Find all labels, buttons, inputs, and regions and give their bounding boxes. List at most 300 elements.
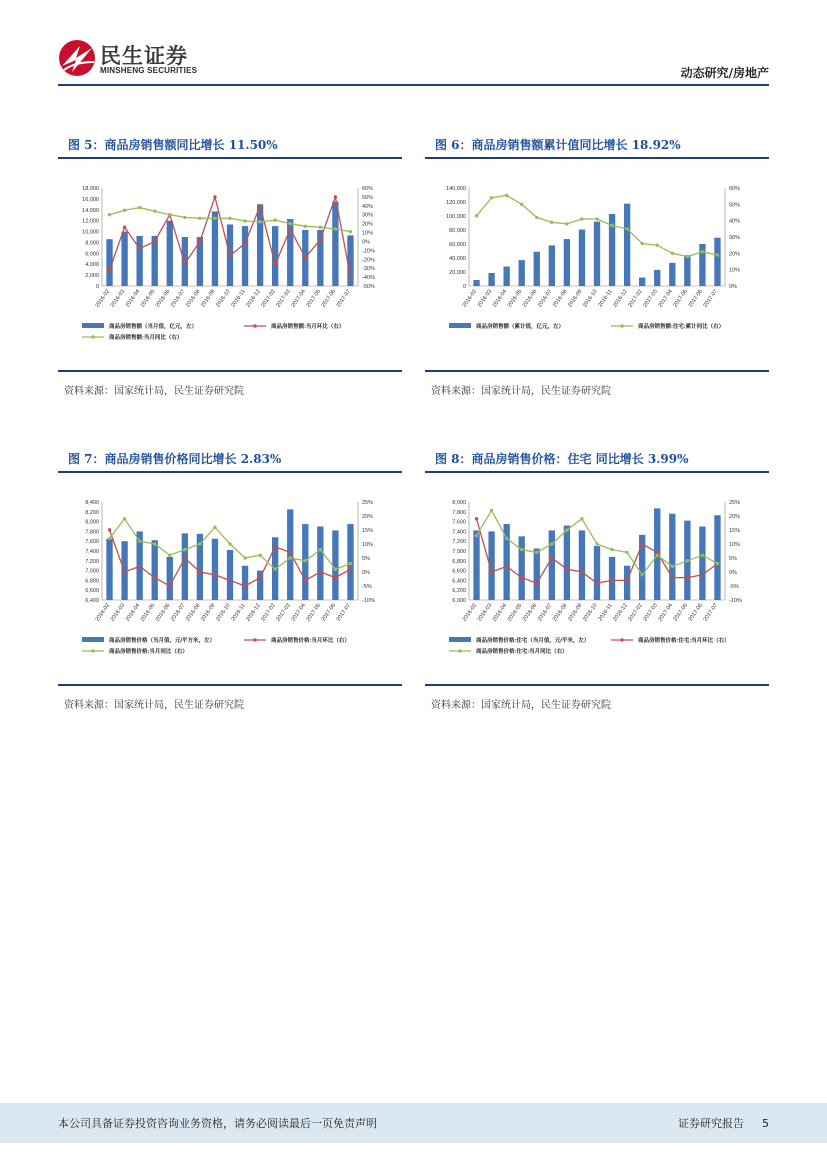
yoy-point — [138, 540, 141, 543]
left-tick-label: 100,000 — [446, 214, 466, 220]
x-tick-label: 2016-03 — [476, 288, 494, 309]
mom-point — [319, 238, 322, 241]
bar — [714, 238, 720, 286]
right-tick-label: 15% — [729, 528, 741, 534]
left-tick-label: 120,000 — [446, 200, 466, 206]
x-tick-label: 2016-12 — [612, 602, 629, 623]
yoy-point — [490, 509, 493, 512]
right-tick-label: 15% — [362, 528, 374, 534]
bar — [519, 260, 525, 286]
left-tick-label: 7,800 — [85, 529, 99, 536]
page-footer — [0, 1103, 827, 1143]
yoy-point — [686, 255, 689, 258]
mom-point — [243, 242, 246, 245]
left-tick-label: 7,000 — [452, 549, 466, 555]
left-tick-label: 80,000 — [449, 228, 466, 234]
figure-title: 图 8：商品房销售价格：住宅 同比增长 3.99% — [435, 452, 689, 466]
yoy-point — [228, 217, 231, 220]
left-tick-label: 18,000 — [82, 186, 99, 192]
bar — [534, 549, 540, 600]
bar — [654, 270, 660, 286]
yoy-point — [258, 220, 261, 223]
legend-swatch-bar — [82, 323, 104, 328]
left-tick-label: 40,000 — [449, 256, 466, 262]
x-tick-label: 2017-07 — [335, 288, 353, 309]
yoy-point — [304, 225, 307, 228]
mom-point — [228, 579, 231, 582]
left-tick-label: 8,000 — [85, 240, 99, 247]
yoy-point — [289, 222, 292, 225]
figure-title-rule — [58, 157, 402, 159]
bar — [624, 566, 630, 600]
right-tick-label: 20% — [362, 514, 374, 520]
right-tick-label: 20% — [729, 514, 741, 520]
legend-swatch-bar — [82, 637, 104, 642]
x-tick-label: 2017-04 — [290, 288, 307, 309]
mom-point — [580, 570, 583, 573]
legend-swatch-point — [253, 324, 256, 327]
figure-8-chart — [425, 488, 769, 698]
legend-label: 商品房销售价格:住宅（当月值，元/平米，左） — [476, 638, 590, 644]
mom-point — [349, 568, 352, 571]
x-tick-label: 2017-02 — [627, 288, 644, 309]
mom-point — [610, 579, 613, 582]
yoy-point — [153, 209, 156, 212]
yoy-point — [671, 565, 674, 568]
bar — [332, 202, 338, 286]
left-tick-label: 7,600 — [85, 539, 99, 546]
yoy-point — [701, 554, 704, 557]
right-tick-label: 0% — [362, 239, 370, 246]
yoy-point — [168, 213, 171, 216]
section-label: 动态研究/房地产 — [680, 66, 769, 80]
legend-swatch-point — [91, 335, 94, 338]
left-tick-label: 8,400 — [85, 500, 99, 506]
bar — [136, 236, 142, 286]
bar — [609, 557, 615, 600]
footer-right — [660, 1115, 769, 1131]
x-tick-label: 2017-04 — [657, 602, 674, 623]
bar — [473, 280, 479, 286]
bar — [212, 539, 218, 600]
x-tick-label: 2016-02 — [461, 288, 479, 309]
mom-point — [168, 584, 171, 587]
right-tick-label: -30% — [362, 266, 375, 273]
mom-point — [535, 582, 538, 585]
yoy-point — [213, 217, 216, 220]
bar — [317, 527, 323, 601]
x-tick-label: 2016-08 — [185, 288, 202, 309]
figure-bottom-rule — [425, 370, 769, 372]
x-tick-label: 2017-06 — [320, 602, 338, 623]
mom-point — [243, 584, 246, 587]
yoy-point — [138, 206, 141, 209]
mom-point — [258, 204, 261, 207]
legend-swatch-bar — [449, 637, 471, 642]
mom-point — [550, 556, 553, 559]
right-tick-label: 50% — [729, 202, 741, 209]
x-tick-label: 2017-03 — [275, 602, 292, 623]
mom-point — [304, 256, 307, 259]
x-tick-label: 2017-05 — [672, 602, 689, 623]
yoy-point — [505, 194, 508, 197]
bar — [167, 221, 173, 286]
mom-point — [273, 545, 276, 548]
mom-point — [183, 556, 186, 559]
yoy-point — [319, 226, 322, 229]
x-tick-label: 2016-03 — [109, 602, 127, 623]
bar — [152, 540, 158, 600]
figure-bottom-rule — [425, 684, 769, 686]
yoy-point — [243, 219, 246, 222]
mom-point — [490, 570, 493, 573]
x-tick-label: 2017-05 — [305, 288, 322, 309]
left-tick-label: 7,200 — [85, 558, 99, 565]
mom-point — [123, 570, 126, 573]
mom-point — [228, 254, 231, 257]
x-tick-label: 2017-07 — [335, 602, 353, 623]
yoy-point — [640, 573, 643, 576]
x-tick-label: 2016-04 — [491, 602, 509, 623]
yoy-point — [319, 548, 322, 551]
legend-label: 商品房销售价格:住宅:当月环比（右） — [638, 638, 730, 644]
left-tick-label: 8,000 — [452, 500, 466, 506]
x-tick-label: 2016-10 — [582, 602, 599, 623]
mom-point — [108, 268, 111, 271]
bar — [242, 566, 248, 600]
right-tick-label: 10% — [362, 542, 374, 548]
yoy-point — [505, 537, 508, 540]
mom-point — [505, 565, 508, 568]
left-tick-label: 6,000 — [85, 251, 99, 258]
legend-label: 商品房销售额:当月同比（右） — [109, 335, 183, 341]
bar — [488, 273, 494, 286]
figure-source: 资料来源：国家统计局，民生证券研究院 — [64, 386, 244, 397]
yoy-point — [289, 556, 292, 559]
x-tick-label: 2016-07 — [536, 602, 554, 623]
right-tick-label: 30% — [729, 235, 741, 241]
x-tick-label: 2016-12 — [612, 288, 629, 309]
mom-point — [701, 573, 704, 576]
figure-title: 图 5：商品房销售额同比增长 11.50% — [68, 138, 278, 152]
x-tick-label: 2016-03 — [109, 288, 127, 309]
left-tick-label: 6,600 — [452, 568, 466, 575]
right-tick-label: 40% — [362, 203, 374, 210]
bar — [579, 230, 585, 286]
right-tick-label: -20% — [362, 257, 375, 264]
mom-point — [198, 570, 201, 573]
left-tick-label: 8,000 — [85, 519, 99, 526]
mom-point — [123, 226, 126, 229]
yoy-point — [550, 542, 553, 545]
x-tick-label: 2017-03 — [642, 602, 659, 623]
mom-point — [640, 542, 643, 545]
right-tick-label: 0% — [362, 570, 370, 576]
legend-swatch-point — [620, 324, 623, 327]
bar — [594, 546, 600, 600]
right-tick-label: 20% — [362, 221, 374, 228]
x-tick-label: 2016-11 — [597, 602, 614, 623]
yoy-point — [228, 542, 231, 545]
mom-point — [183, 262, 186, 265]
x-tick-label: 2016-02 — [461, 602, 479, 623]
x-tick-label: 2017-02 — [260, 602, 277, 623]
yoy-point — [273, 568, 276, 571]
right-tick-label: 60% — [729, 186, 741, 192]
yoy-point — [686, 559, 689, 562]
yoy-point — [580, 217, 583, 220]
yoy-point — [243, 556, 246, 559]
x-tick-label: 2017-04 — [657, 288, 674, 309]
yoy-point — [273, 218, 276, 221]
x-tick-label: 2017-03 — [642, 288, 659, 309]
left-tick-label: 6,400 — [85, 598, 99, 604]
left-tick-label: 2,000 — [85, 273, 99, 280]
bar — [121, 232, 127, 286]
left-tick-label: 6,600 — [85, 588, 99, 595]
right-tick-label: 0% — [729, 284, 737, 290]
yoy-point — [595, 217, 598, 220]
yoy-point — [595, 542, 598, 545]
x-tick-label: 2016-09 — [567, 602, 584, 623]
left-tick-label: 6,800 — [452, 558, 466, 565]
left-tick-label: 140,000 — [446, 186, 466, 192]
yoy-point — [550, 221, 553, 224]
bar — [519, 536, 525, 600]
mom-point — [138, 565, 141, 568]
page-number: 5 — [762, 1117, 769, 1130]
x-tick-label: 2016-02 — [94, 602, 112, 623]
figure-title-rule — [425, 157, 769, 159]
x-tick-label: 2016-11 — [230, 288, 247, 309]
x-tick-label: 2016-05 — [506, 602, 524, 623]
x-tick-label: 2016-04 — [124, 288, 142, 309]
left-tick-label: 6,800 — [85, 578, 99, 585]
right-tick-label: 25% — [362, 500, 374, 506]
right-tick-label: 20% — [729, 251, 741, 258]
x-tick-label: 2017-06 — [320, 288, 338, 309]
yoy-point — [656, 243, 659, 246]
legend-swatch-point — [91, 649, 94, 652]
mom-point — [289, 227, 292, 230]
yoy-point — [183, 548, 186, 551]
x-tick-label: 2017-05 — [305, 602, 322, 623]
yoy-point — [334, 227, 337, 230]
figure-source: 资料来源：国家统计局，民生证券研究院 — [64, 700, 244, 711]
x-tick-label: 2016-06 — [154, 602, 172, 623]
figure-bottom-rule — [58, 370, 402, 372]
yoy-point — [108, 537, 111, 540]
logo-icon — [58, 38, 98, 78]
right-tick-label: 60% — [362, 186, 374, 192]
bar — [287, 509, 293, 600]
x-tick-label: 2016-09 — [200, 602, 217, 623]
left-tick-label: 7,600 — [452, 519, 466, 526]
bar — [212, 211, 218, 286]
mom-point — [595, 582, 598, 585]
bar — [699, 527, 705, 601]
mom-point — [334, 195, 337, 198]
x-tick-label: 2016-07 — [536, 288, 554, 309]
mom-point — [520, 576, 523, 579]
mom-point — [153, 240, 156, 243]
bar — [669, 263, 675, 286]
right-tick-label: -40% — [362, 275, 375, 282]
bar — [564, 526, 570, 600]
yoy-point — [671, 252, 674, 255]
figure-source: 资料来源：国家统计局，民生证券研究院 — [431, 386, 611, 397]
legend-label: 商品房销售额:当月环比（右） — [271, 324, 345, 330]
x-tick-label: 2017-05 — [672, 288, 689, 309]
right-tick-label: 10% — [729, 267, 741, 274]
legend-swatch-bar — [449, 323, 471, 328]
x-tick-label: 2017-06 — [687, 602, 705, 623]
bar — [182, 533, 188, 600]
yoy-point — [625, 227, 628, 230]
yoy-point — [520, 548, 523, 551]
yoy-point — [535, 216, 538, 219]
mom-point — [153, 576, 156, 579]
yoy-point — [610, 224, 613, 227]
left-tick-label: 8,200 — [85, 509, 99, 516]
mom-point — [108, 528, 111, 531]
mom-point — [686, 576, 689, 579]
x-tick-label: 2016-11 — [230, 602, 247, 623]
figure-7-chart — [58, 488, 402, 698]
header-divider — [58, 84, 769, 86]
right-tick-label: 5% — [729, 556, 737, 562]
legend-label: 商品房销售价格（当月值，元/平方米，左） — [109, 638, 216, 644]
mom-point — [258, 576, 261, 579]
bar — [503, 267, 509, 286]
right-tick-label: 10% — [362, 230, 374, 237]
left-tick-label: 60,000 — [449, 242, 466, 248]
figure-source: 资料来源：国家统计局，民生证券研究院 — [431, 700, 611, 711]
yoy-point — [349, 230, 352, 233]
x-tick-label: 2016-06 — [521, 602, 539, 623]
x-tick-label: 2016-09 — [567, 288, 584, 309]
legend-swatch-point — [620, 638, 623, 641]
x-tick-label: 2016-08 — [185, 602, 202, 623]
yoy-point — [183, 216, 186, 219]
bar — [714, 515, 720, 600]
mom-point — [334, 576, 337, 579]
legend-label: 商品房销售价格:住宅:当月同比（右） — [476, 649, 568, 655]
yoy-point — [475, 534, 478, 537]
yoy-point — [258, 554, 261, 557]
legend-label: 商品房销售额:住宅:累计同比（右） — [638, 324, 725, 330]
yoy-point — [716, 253, 719, 256]
yoy-point — [520, 203, 523, 206]
bar — [549, 245, 555, 286]
x-tick-label: 2017-07 — [702, 288, 720, 309]
left-tick-label: 7,200 — [452, 539, 466, 546]
x-tick-label: 2016-09 — [200, 288, 217, 309]
left-tick-label: 6,000 — [452, 598, 466, 604]
x-tick-label: 2017-07 — [702, 602, 720, 623]
x-tick-label: 2016-02 — [94, 288, 112, 309]
yoy-point — [565, 528, 568, 531]
logo-text-en: MINSHENG SECURITIES — [100, 66, 198, 75]
x-tick-label: 2017-06 — [687, 288, 705, 309]
right-tick-label: 50% — [362, 194, 374, 201]
x-tick-label: 2016-10 — [582, 288, 599, 309]
yoy-point — [490, 196, 493, 199]
bar — [257, 571, 263, 600]
x-tick-label: 2017-04 — [290, 602, 307, 623]
left-tick-label: 0 — [95, 284, 99, 290]
figure-title: 图 6：商品房销售额累计值同比增长 18.92% — [435, 138, 681, 152]
yoy-point — [334, 568, 337, 571]
right-tick-label: -5% — [362, 584, 372, 590]
figure-title: 图 7：商品房销售价格同比增长 2.83% — [68, 452, 282, 466]
right-tick-label: -10% — [729, 598, 742, 604]
yoy-point — [198, 217, 201, 220]
x-tick-label: 2016-08 — [552, 288, 569, 309]
yoy-point — [625, 551, 628, 554]
left-tick-label: 6,200 — [452, 588, 466, 595]
mom-point — [213, 195, 216, 198]
yoy-point — [610, 548, 613, 551]
yoy-point — [108, 213, 111, 216]
yoy-point — [535, 551, 538, 554]
x-tick-label: 2016-10 — [215, 602, 232, 623]
mom-point — [319, 570, 322, 573]
x-tick-label: 2016-07 — [169, 288, 187, 309]
bar — [534, 252, 540, 286]
x-tick-label: 2016-10 — [215, 288, 232, 309]
legend-swatch-point — [458, 649, 461, 652]
legend-label: 商品房销售价格:当月同比（右） — [109, 649, 188, 655]
mom-point — [565, 568, 568, 571]
bar — [684, 255, 690, 286]
mom-point — [349, 275, 352, 278]
x-tick-label: 2016-05 — [506, 288, 524, 309]
x-tick-label: 2016-11 — [597, 288, 614, 309]
left-tick-label: 10,000 — [82, 229, 99, 236]
footer-report-type: 证券研究报告 — [678, 1117, 744, 1130]
bar — [579, 530, 585, 600]
x-tick-label: 2017-02 — [627, 602, 644, 623]
figure-title-rule — [58, 471, 402, 473]
yoy-point — [123, 209, 126, 212]
left-tick-label: 7,400 — [452, 529, 466, 536]
x-tick-label: 2016-05 — [139, 602, 157, 623]
right-tick-label: 0% — [729, 570, 737, 576]
yoy-point — [168, 554, 171, 557]
right-tick-label: 5% — [362, 556, 370, 562]
yoy-point — [198, 542, 201, 545]
yoy-point — [475, 214, 478, 217]
legend-label: 商品房销售价格:当月环比（右） — [271, 638, 350, 644]
left-tick-label: 6,400 — [452, 578, 466, 585]
legend-label: 商品房销售额（累计值，亿元，左） — [476, 324, 565, 330]
figure-6-chart — [425, 174, 769, 384]
yoy-point — [213, 526, 216, 529]
right-tick-label: 40% — [729, 218, 741, 225]
left-tick-label: 12,000 — [82, 218, 99, 225]
right-tick-label: -5% — [729, 584, 739, 590]
x-tick-label: 2016-07 — [169, 602, 187, 623]
yoy-point — [123, 517, 126, 520]
logo-text-cn: 民生证券 — [100, 44, 188, 68]
bar — [152, 236, 158, 286]
figure-5-chart — [58, 174, 402, 384]
mom-point — [304, 579, 307, 582]
x-tick-label: 2017-02 — [260, 288, 277, 309]
mom-point — [213, 573, 216, 576]
bar — [167, 557, 173, 600]
